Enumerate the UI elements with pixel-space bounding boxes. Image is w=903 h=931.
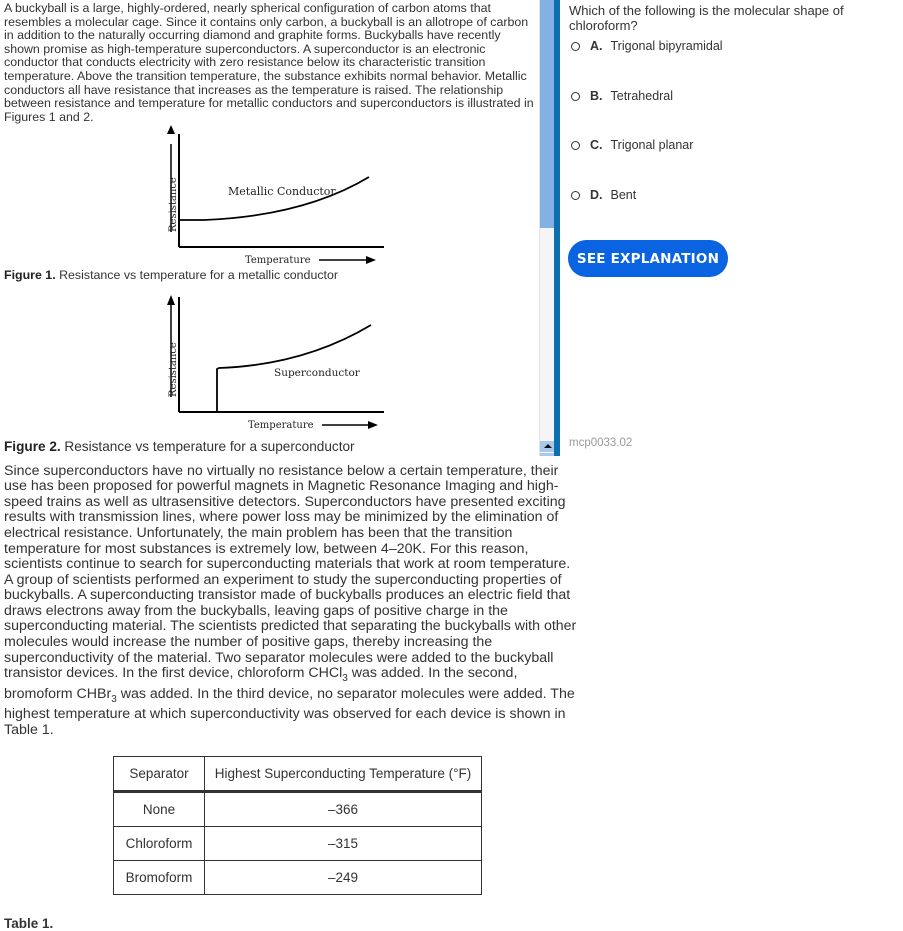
figure-2 (4, 285, 582, 437)
table-cell: –366 (205, 792, 482, 827)
option-label: Trigonal bipyramidal (610, 39, 723, 53)
option-label: Trigonal planar (610, 138, 694, 152)
results-table (113, 756, 482, 895)
table-caption: Table 1. (4, 916, 54, 931)
option-d[interactable] (571, 188, 636, 202)
scroll-down-arrow-icon[interactable] (540, 453, 555, 456)
figure-1-curve-label: Metallic Conductor (228, 185, 336, 199)
radio-icon[interactable] (571, 92, 580, 101)
option-label: Tetrahedral (610, 89, 674, 103)
figure-2-caption: Figure 2. Resistance vs temperature for a superconductor (4, 438, 355, 454)
figure-1 (4, 124, 582, 266)
table-cell: –249 (205, 861, 482, 895)
table-cell: None (113, 792, 205, 827)
table-header-separator: Separator (113, 756, 205, 792)
figure-2-x-label: Temperature (248, 419, 314, 431)
figure-1-caption: Figure 1. Resistance vs temperature for a metallic conductor (4, 268, 338, 283)
option-b[interactable] (571, 89, 673, 103)
table-row (113, 861, 482, 895)
radio-icon[interactable] (571, 42, 580, 51)
body-paragraph: Since superconductors have no virtually no resistance below a certain temperature, their use has been proposed for powerful magnets in Magnetic Resonance Imaging and high-speed trains as well as ultrasensitive detectors. Superconductors have presented exciting results with transmission lines, where power loss may be minimized by the elimination of electrical resistance. Unfortunately, the main problem has been that the transition temperature for most substances is extremely low, between 4–20K. For this reason, scientists continue to search for superconducting materials that work at room temperature. A group of scientists performed an experiment to study the superconducting properties of buckyballs. A superconducting transistor made of buckyballs produces an electric field that draws electrons away from the buckyballs, leaving gaps of positive charge in the superconducting material. The scientists predicted that separating the buckyballs with other molecules would increase the number of positive gaps, thereby increasing the superconductivity of the material. Two separator molecules were added to the buckyball transistor devices. In the first device, chloroform CHCl$_3$ was added. In the second, bromoform CHBr$_3$ was added. In the third device, no separator molecules were added. The highest temperature at which superconductivity was observed for each device is shown in Table 1. (4, 462, 577, 738)
table-header-temperature: Highest Superconducting Temperature (°F) (205, 756, 482, 792)
option-letter: B. (590, 89, 603, 103)
option-label: Bent (610, 188, 637, 202)
passage (4, 2, 582, 931)
question-id: mcp0033.02 (569, 437, 633, 449)
intro-paragraph: A buckyball is a large, highly-ordered, nearly spherical configuration of carbon atoms that resembles a molecular cage. Since it contains only carbon, a buckyball is an allotrope of carbon in addition to the naturally occurring diamond and graphite forms. Buckyballs have recently shown promise as high-temperature superconductors. A superconductor is an electronic conductor that conducts electricity with zero resistance below its characteristic transition temperature. Above the transition temperature, the substance exhibits normal behavior. Metallic conductors all have resistance that increases as the temperature is raised. The relationship between resistance and temperature for metallic conductors and superconductors is illustrated in Figures 1 and 2. (4, 1, 534, 124)
passage-scrollbar[interactable] (539, 0, 555, 456)
figure-1-chart (4, 124, 404, 266)
figure-2-curve-label: Superconductor (274, 366, 360, 379)
option-c[interactable] (571, 138, 693, 152)
option-letter: C. (590, 138, 603, 152)
option-a[interactable] (571, 39, 723, 53)
pane-divider[interactable] (554, 0, 560, 456)
table-cell: Bromoform (113, 861, 205, 895)
table-row (113, 792, 482, 827)
radio-icon[interactable] (571, 141, 580, 150)
table-row (113, 827, 482, 861)
table-header-row (113, 756, 482, 792)
option-letter: D. (590, 188, 603, 202)
figure-2-chart (4, 285, 404, 437)
option-letter: A. (590, 39, 603, 53)
table-cell: –315 (205, 827, 482, 861)
scroll-up-arrow-icon[interactable] (540, 441, 555, 452)
figure-2-y-label: Resistance (168, 342, 179, 397)
scrollbar-thumb[interactable] (540, 0, 555, 228)
see-explanation-button[interactable]: SEE EXPLANATION (568, 240, 728, 277)
table-cell: Chloroform (113, 827, 205, 861)
figure-1-y-label: Resistance (168, 177, 179, 233)
radio-icon[interactable] (571, 191, 580, 200)
question-text: Which of the following is the molecular shape of chloroform? (569, 3, 844, 33)
figure-1-x-label: Temperature (245, 255, 311, 267)
question-panel (539, 0, 903, 456)
